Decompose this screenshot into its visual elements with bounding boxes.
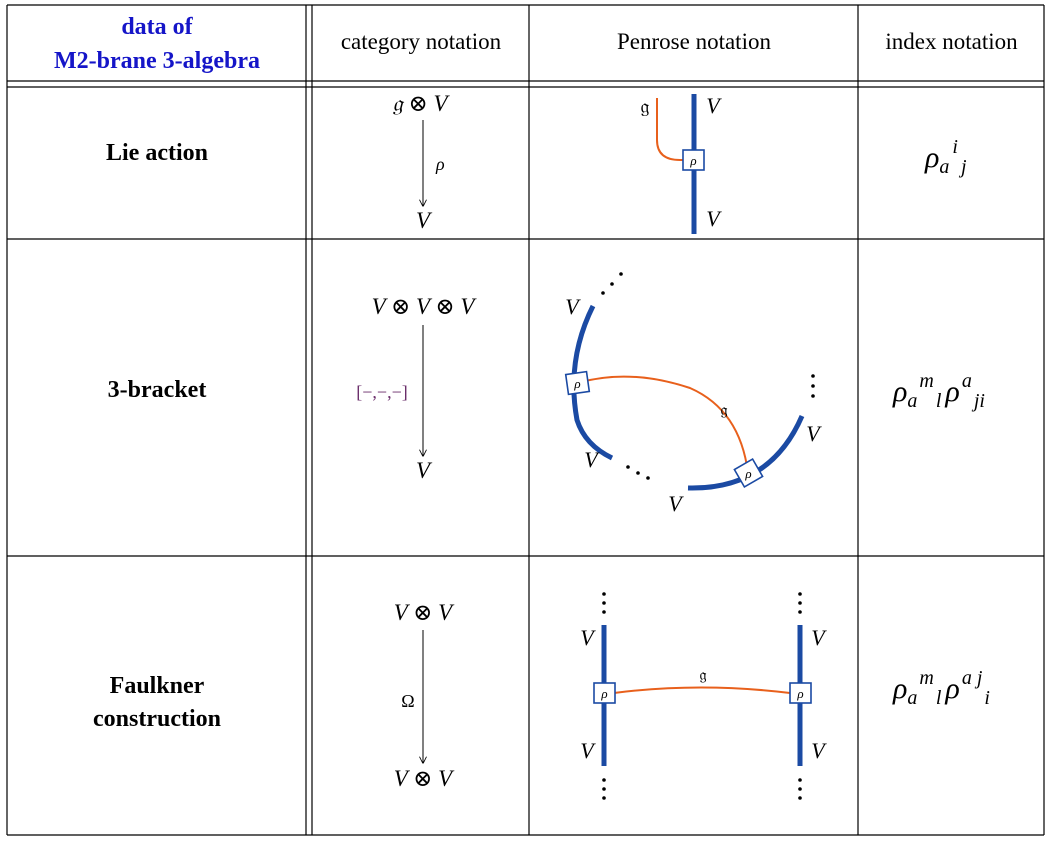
faulkner-cat-top: V ⊗ V [393, 600, 453, 625]
faulkner-cat-bottom: V ⊗ V [393, 766, 453, 791]
faulkner-ellipsis-bottom-left [602, 778, 606, 800]
bracket-ellipsis-bottom [626, 465, 650, 480]
faulkner-g-strand [614, 688, 790, 694]
row-label-lie-action: Lie action [106, 140, 208, 166]
bracket-g-strand [577, 377, 748, 473]
faulkner-v-label-4: V [811, 738, 825, 763]
bracket-ellipsis-right [811, 374, 815, 398]
header-index-notation: index notation [885, 29, 1018, 54]
faulkner-cat-arrow-label: Ω [401, 691, 415, 711]
lie-v-top-label: V [706, 93, 720, 118]
faulkner-rho-box-right [790, 683, 811, 703]
header-line-1: data of [121, 13, 193, 40]
svg-text:ρ: ρ [745, 466, 752, 481]
bracket-cat-arrow-label: [−,−,−] [356, 382, 408, 402]
lie-cat-arrow-label: ρ [436, 154, 445, 174]
bracket-g-label: 𝔤 [720, 402, 728, 419]
bracket-rho-box-1 [566, 372, 590, 395]
faulkner-v-label-1: V [580, 625, 594, 650]
header-penrose-notation: Penrose notation [617, 29, 771, 54]
faulkner-ellipsis-top-right [798, 592, 802, 614]
lie-index-expression: ρaij [925, 136, 967, 178]
faulkner-index-expression: ρaml ρ a ji [893, 667, 990, 709]
faulkner-ellipsis-bottom-right [798, 778, 802, 800]
faulkner-line-2: construction [93, 706, 221, 732]
row-label-3-bracket: 3-bracket [107, 376, 207, 403]
bracket-index-expression: ρaml ρ aji [893, 370, 985, 412]
faulkner-ellipsis-top-left [602, 592, 606, 614]
faulkner-v-label-3: V [811, 625, 825, 650]
svg-text:ρ: ρ [797, 686, 804, 701]
bracket-cat-top: V ⊗ V ⊗ V [371, 294, 475, 319]
faulkner-line-1: Faulkner [109, 673, 205, 699]
faulkner-rho-box-left [594, 683, 615, 703]
bracket-v-label-4: V [806, 421, 820, 446]
header-line-2: M2-brane 3-algebra [54, 47, 260, 74]
lie-cat-top: 𝔤 ⊗ V [392, 91, 448, 116]
svg-text:ρ: ρ [574, 376, 581, 391]
faulkner-g-label: 𝔤 [699, 667, 707, 684]
lie-rho-box-label: ρ [690, 153, 697, 168]
faulkner-v-label-2: V [580, 738, 594, 763]
bracket-cat-bottom: V [415, 458, 431, 483]
header-category-notation: category notation [340, 29, 502, 54]
svg-text:ρ: ρ [601, 686, 608, 701]
lie-v-bottom-label: V [706, 206, 720, 231]
bracket-v-label-2: V [584, 447, 598, 472]
bracket-ellipsis-top [601, 272, 623, 295]
bracket-v-label-3: V [668, 491, 682, 516]
bracket-v-label-1: V [565, 294, 579, 319]
lie-g-label: 𝔤 [640, 96, 650, 118]
lie-cat-bottom: V [415, 208, 431, 233]
